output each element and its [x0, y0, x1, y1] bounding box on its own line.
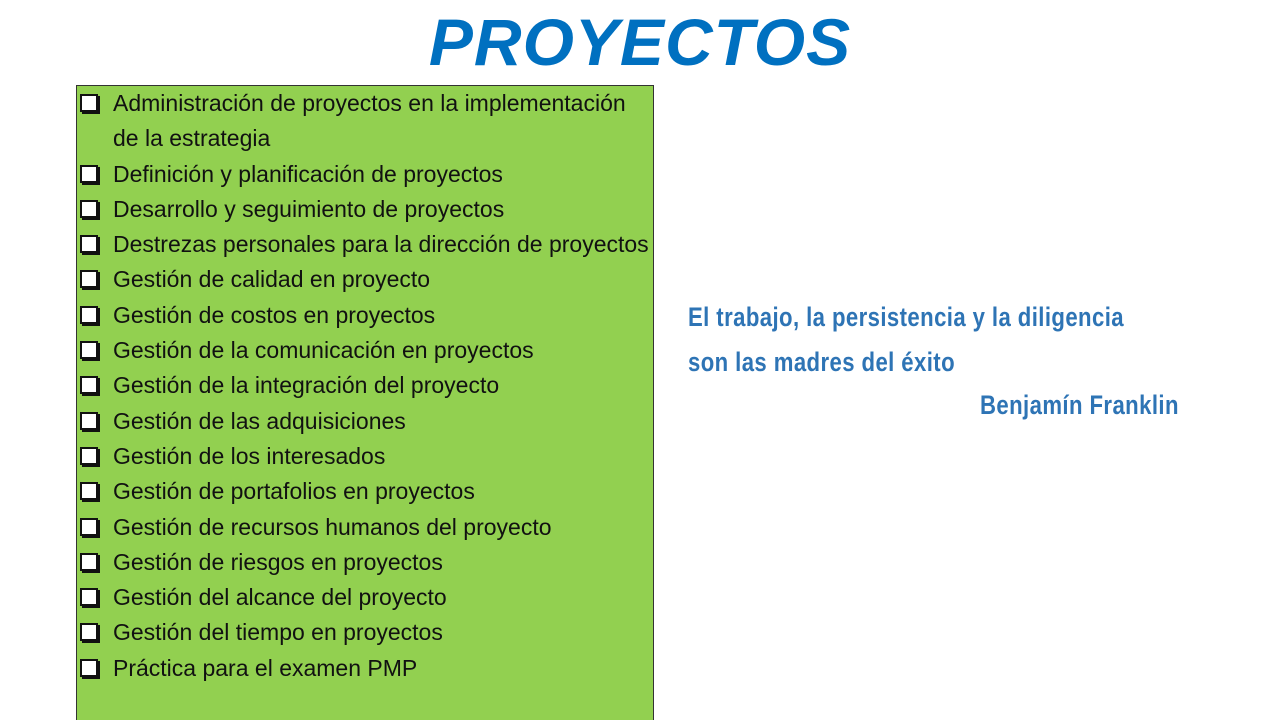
list-item-label: Gestión de recursos humanos del proyecto [113, 513, 552, 540]
checkbox-icon [80, 270, 98, 288]
list-item-label: Gestión de los interesados [113, 442, 386, 469]
list-item-label: Gestión de portafolios en proyectos [113, 478, 475, 505]
checkbox-icon [80, 306, 98, 324]
list-item-label: Desarrollo y seguimiento de proyectos [113, 195, 505, 222]
checkbox-icon [80, 165, 98, 183]
checkbox-icon [80, 482, 98, 500]
list-item [77, 439, 653, 474]
page-title: PROYECTOS [428, 5, 852, 79]
list-item-label: Gestión del tiempo en proyectos [113, 619, 443, 646]
list-item [77, 615, 653, 650]
list-item [77, 474, 653, 509]
list-item [77, 86, 653, 157]
checkbox-icon [80, 235, 98, 253]
quote [688, 295, 1147, 385]
list-item-label: Definición y planificación de proyectos [113, 160, 503, 187]
list-item-label: Destrezas personales para la dirección de proyectos [113, 231, 649, 258]
checkbox-icon [80, 412, 98, 430]
topics-list [77, 86, 653, 686]
list-item [77, 333, 653, 368]
checkbox-icon [80, 659, 98, 677]
list-item-label: Práctica para el examen PMP [113, 654, 418, 681]
list-item [77, 651, 653, 686]
checkbox-icon [80, 623, 98, 641]
list-item-label: Gestión de riesgos en proyectos [113, 548, 443, 575]
list-item [77, 510, 653, 545]
checkbox-icon [80, 200, 98, 218]
list-item [77, 227, 653, 262]
list-item [77, 580, 653, 615]
list-item-label: Gestión del alcance del proyecto [113, 584, 447, 611]
list-item-label: Gestión de las adquisiciones [113, 407, 406, 434]
quote-line-1: El trabajo, la persistencia y la diligencia [688, 302, 1125, 332]
checkbox-icon [80, 588, 98, 606]
quote-author: Benjamín Franklin [980, 390, 1179, 420]
list-item [77, 157, 653, 192]
list-item-label: Gestión de calidad en proyecto [113, 266, 431, 293]
list-item [77, 262, 653, 297]
list-item-label: Gestión de la integración del proyecto [113, 372, 500, 399]
list-item-label: Gestión de costos en proyectos [113, 301, 436, 328]
checkbox-icon [80, 376, 98, 394]
checkbox-icon [80, 341, 98, 359]
list-item [77, 298, 653, 333]
checkbox-icon [80, 553, 98, 571]
checkbox-icon [80, 94, 98, 112]
list-item [77, 368, 653, 403]
list-item-label: Administración de proyectos en la implementación de la estrategia [113, 90, 626, 152]
checkbox-icon [80, 447, 98, 465]
list-item [77, 192, 653, 227]
quote-line-2: son las madres del éxito [688, 347, 956, 377]
checkbox-icon [80, 518, 98, 536]
list-item [77, 545, 653, 580]
topics-box [76, 85, 654, 720]
list-item [77, 404, 653, 439]
list-item-label: Gestión de la comunicación en proyectos [113, 337, 534, 364]
